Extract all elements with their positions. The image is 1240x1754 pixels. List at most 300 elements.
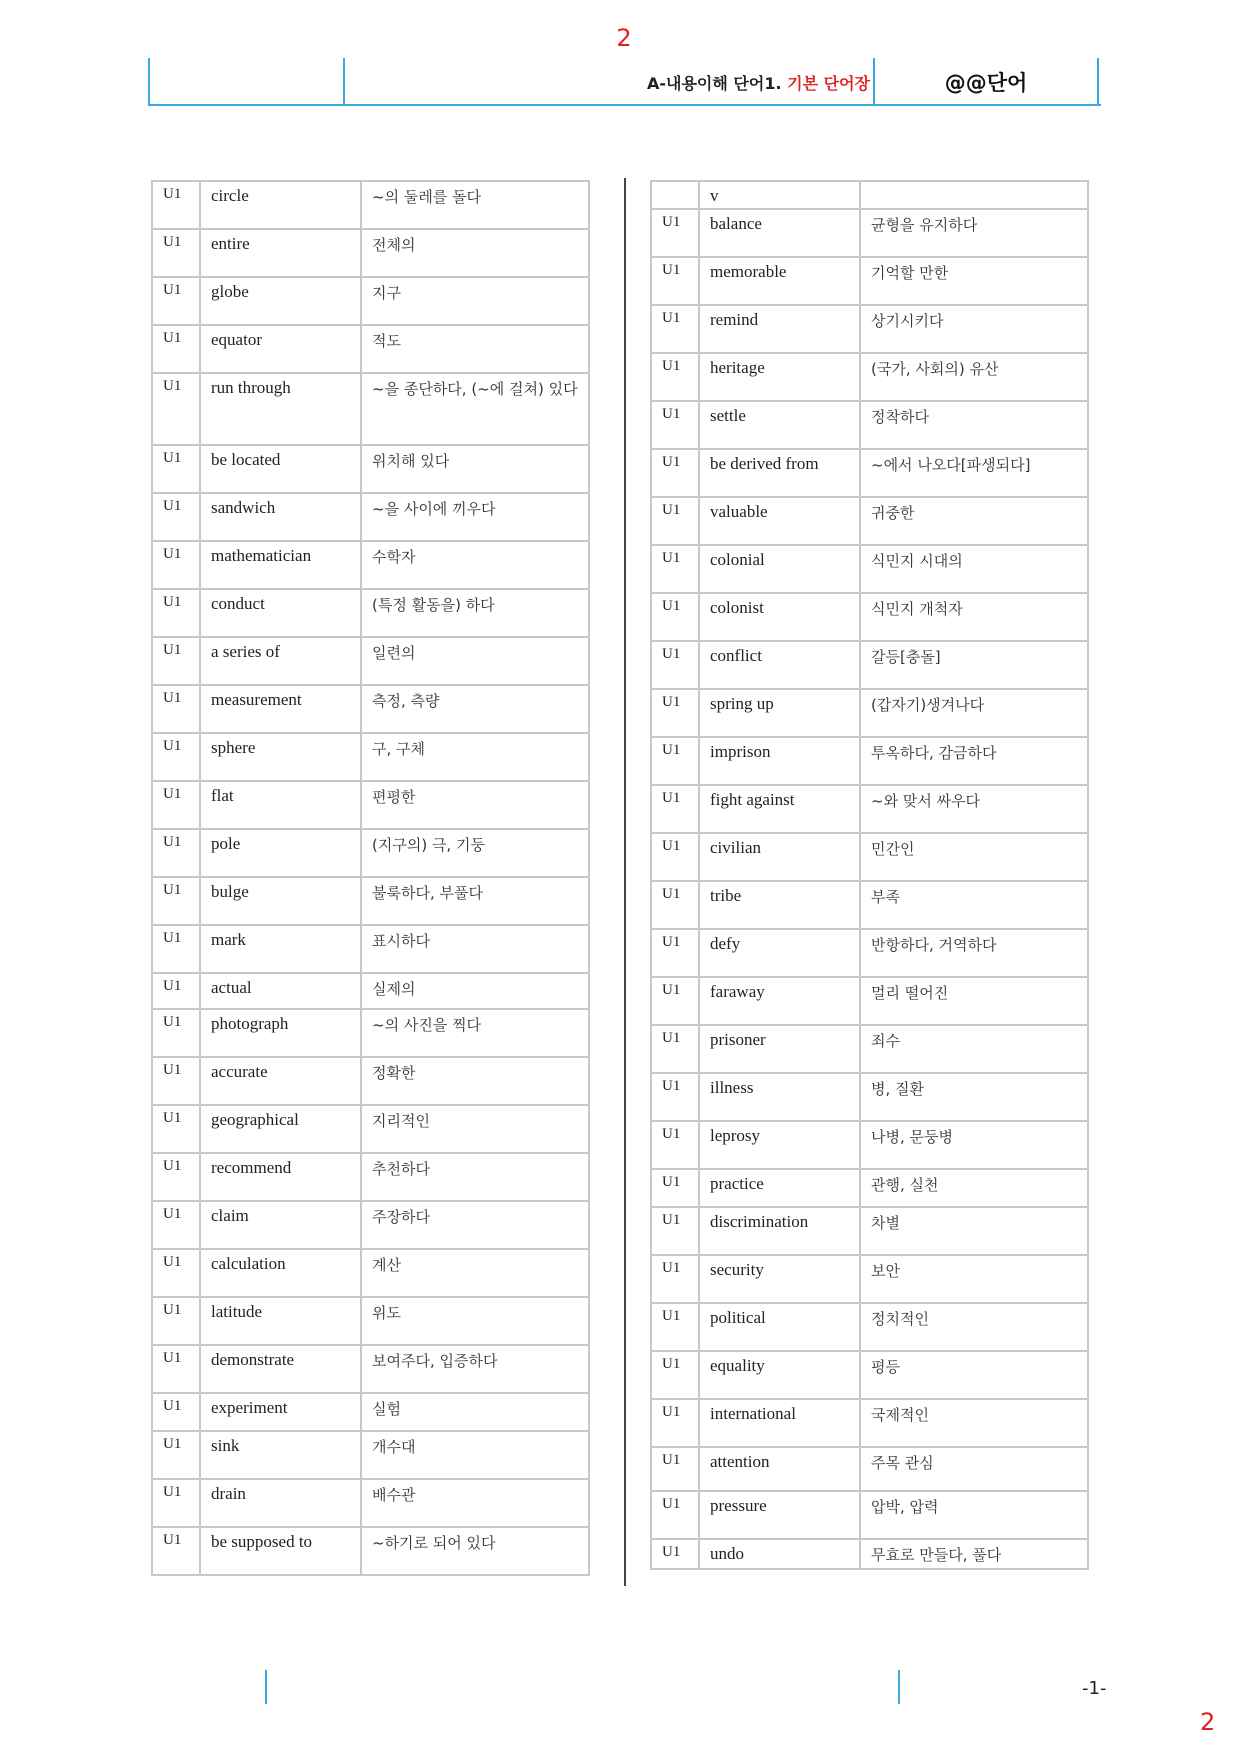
word-cell: [200, 1431, 361, 1479]
word-cell-text: conduct: [211, 594, 265, 613]
meaning-cell-text: (국가, 사회의) 유산: [871, 360, 999, 378]
unit-cell-text: U1: [163, 690, 182, 706]
header-divider-left: [148, 58, 150, 104]
meaning-cell-text: ~의 사진을 찍다: [372, 1016, 482, 1034]
meaning-cell: [860, 181, 1088, 209]
unit-cell-text: U1: [163, 450, 182, 466]
vocab-row: [152, 277, 589, 325]
word-cell: [699, 689, 860, 737]
word-cell-text: attention: [710, 1452, 770, 1471]
meaning-cell-text: 식민지 개척자: [871, 600, 963, 618]
meaning-cell-text: 배수관: [372, 1486, 416, 1504]
meaning-cell: [361, 1393, 589, 1431]
vocab-row: [651, 449, 1088, 497]
meaning-cell-text: 무효로 만들다, 풀다: [871, 1546, 1002, 1564]
unit-cell-text: U1: [662, 886, 681, 902]
word-cell: [699, 1491, 860, 1539]
unit-cell: [152, 1345, 200, 1393]
unit-cell-text: U1: [163, 1398, 182, 1414]
word-cell-text: settle: [710, 406, 746, 425]
word-cell-text: remind: [710, 310, 759, 329]
unit-cell-text: U1: [163, 1484, 182, 1500]
word-cell-text: bulge: [211, 882, 249, 901]
unit-cell: [651, 977, 699, 1025]
meaning-cell: [860, 737, 1088, 785]
unit-cell-text: U1: [163, 786, 182, 802]
unit-cell-text: U1: [163, 546, 182, 562]
word-cell: [200, 877, 361, 925]
word-cell: [200, 1527, 361, 1575]
word-cell: [200, 1297, 361, 1345]
word-cell: [699, 1121, 860, 1169]
unit-cell-text: U1: [662, 646, 681, 662]
word-cell-text: colonist: [710, 598, 764, 617]
meaning-cell-text: 주목 관심: [871, 1454, 934, 1472]
vocab-row: [651, 353, 1088, 401]
vocab-row: [651, 305, 1088, 353]
word-cell-text: run through: [211, 378, 291, 397]
word-cell: [200, 1153, 361, 1201]
word-cell: [699, 641, 860, 689]
unit-cell: [152, 1105, 200, 1153]
unit-cell: [152, 877, 200, 925]
meaning-cell-text: 식민지 시대의: [871, 552, 963, 570]
word-cell: [200, 541, 361, 589]
word-cell: [699, 977, 860, 1025]
meaning-cell-text: 갈등[충돌]: [871, 648, 941, 666]
meaning-cell: [860, 833, 1088, 881]
meaning-cell-text: 실험: [372, 1400, 401, 1418]
meaning-cell-text: 실제의: [372, 980, 416, 998]
meaning-cell: [361, 685, 589, 733]
unit-cell-text: U1: [662, 982, 681, 998]
word-cell: [200, 277, 361, 325]
vocab-row: [152, 493, 589, 541]
word-cell: [200, 637, 361, 685]
unit-cell: [651, 401, 699, 449]
vocab-row: [651, 1169, 1088, 1207]
meaning-cell: [361, 277, 589, 325]
vocab-row: [651, 209, 1088, 257]
meaning-cell-text: 나병, 문둥병: [871, 1128, 953, 1146]
unit-cell: [152, 1153, 200, 1201]
meaning-cell-text: 정확한: [372, 1064, 416, 1082]
unit-cell-text: U1: [163, 1302, 182, 1318]
word-cell-text: security: [710, 1260, 764, 1279]
meaning-cell: [860, 1073, 1088, 1121]
meaning-cell: [860, 1025, 1088, 1073]
word-cell-text: spring up: [710, 694, 774, 713]
unit-cell: [651, 209, 699, 257]
word-cell-text: leprosy: [710, 1126, 761, 1145]
unit-cell: [152, 1297, 200, 1345]
meaning-cell-text: 반항하다, 거역하다: [871, 936, 997, 954]
word-cell-text: globe: [211, 282, 249, 301]
meaning-cell-text: ~의 둘레를 돌다: [372, 188, 482, 206]
unit-cell-text: U1: [163, 234, 182, 250]
vocab-row: [152, 1345, 589, 1393]
unit-cell-text: U1: [662, 454, 681, 470]
meaning-cell-text: 지구: [372, 284, 401, 302]
word-cell: [699, 881, 860, 929]
word-cell: [699, 209, 860, 257]
column-divider: [624, 178, 626, 1586]
word-cell: [200, 1201, 361, 1249]
meaning-cell: [860, 1447, 1088, 1491]
meaning-cell: [361, 637, 589, 685]
word-cell: [699, 545, 860, 593]
meaning-cell-text: 적도: [372, 332, 401, 350]
document-header: [148, 58, 1101, 106]
meaning-cell: [860, 401, 1088, 449]
unit-cell-text: U1: [662, 1308, 681, 1324]
unit-cell-text: U1: [163, 498, 182, 514]
vocab-table-left: [151, 180, 590, 1576]
word-cell: [200, 1009, 361, 1057]
unit-cell: [651, 881, 699, 929]
word-cell: [699, 1539, 860, 1569]
word-cell-text: pole: [211, 834, 241, 853]
meaning-cell-text: [871, 184, 1077, 186]
word-cell: [200, 733, 361, 781]
vocab-row: [152, 925, 589, 973]
word-cell: [699, 257, 860, 305]
meaning-cell: [361, 1249, 589, 1297]
word-cell-text: demonstrate: [211, 1350, 295, 1369]
meaning-cell: [860, 641, 1088, 689]
word-cell-text: be derived from: [710, 454, 819, 473]
meaning-cell-text: 평등: [871, 1358, 900, 1376]
unit-cell: [651, 1073, 699, 1121]
meaning-cell: [860, 977, 1088, 1025]
unit-cell: [651, 1399, 699, 1447]
vocab-row: [651, 401, 1088, 449]
vocab-row: [651, 833, 1088, 881]
word-cell-text: prisoner: [710, 1030, 766, 1049]
word-cell-text: photograph: [211, 1014, 289, 1033]
word-cell: [200, 1345, 361, 1393]
meaning-cell: [860, 1207, 1088, 1255]
word-cell-text: valuable: [710, 502, 768, 521]
word-cell: [699, 1255, 860, 1303]
unit-cell: [152, 373, 200, 445]
unit-cell: [651, 737, 699, 785]
vocab-row: [651, 1207, 1088, 1255]
unit-cell-text: U1: [662, 1496, 681, 1512]
unit-cell: [152, 277, 200, 325]
unit-cell: [152, 1057, 200, 1105]
word-cell: [699, 1399, 860, 1447]
meaning-cell: [361, 1153, 589, 1201]
unit-cell: [651, 689, 699, 737]
word-cell-text: imprison: [710, 742, 771, 761]
meaning-cell: [860, 929, 1088, 977]
word-cell-text: political: [710, 1308, 766, 1327]
vocab-row: [152, 1527, 589, 1575]
meaning-cell-text: (지구의) 극, 기둥: [372, 836, 485, 854]
vocab-row: [651, 737, 1088, 785]
meaning-cell: [860, 257, 1088, 305]
unit-cell: [152, 1527, 200, 1575]
vocab-row: [152, 229, 589, 277]
word-cell-text: flat: [211, 786, 234, 805]
unit-cell: [651, 593, 699, 641]
unit-cell: [152, 829, 200, 877]
unit-cell-text: U1: [662, 934, 681, 950]
word-cell-text: mathematician: [211, 546, 312, 565]
unit-cell: [152, 637, 200, 685]
meaning-cell: [361, 1297, 589, 1345]
word-cell: [699, 1351, 860, 1399]
meaning-cell: [361, 1527, 589, 1575]
meaning-cell-text: 계산: [372, 1256, 401, 1274]
unit-cell-text: U1: [662, 502, 681, 518]
word-cell: [699, 1207, 860, 1255]
word-cell-text: calculation: [211, 1254, 286, 1273]
word-cell-text: be located: [211, 450, 281, 469]
meaning-cell-text: ~을 종단하다, (~에 걸쳐) 있다: [372, 380, 578, 398]
meaning-cell: [361, 973, 589, 1009]
unit-cell: [152, 1431, 200, 1479]
word-cell-text: pressure: [710, 1496, 767, 1515]
word-cell-text: colonial: [710, 550, 765, 569]
unit-cell: [651, 181, 699, 209]
unit-cell: [651, 1169, 699, 1207]
meaning-cell: [860, 449, 1088, 497]
vocab-row: [152, 373, 589, 445]
word-cell-text: experiment: [211, 1398, 288, 1417]
unit-cell-text: U1: [163, 642, 182, 658]
meaning-cell: [361, 877, 589, 925]
word-cell-text: sink: [211, 1436, 240, 1455]
word-cell: [200, 493, 361, 541]
unit-cell: [651, 353, 699, 401]
meaning-cell: [361, 1431, 589, 1479]
meaning-cell: [361, 493, 589, 541]
header-title-main: A-내용이해 단어1.: [647, 74, 782, 93]
meaning-cell: [361, 445, 589, 493]
unit-cell-text: U1: [662, 838, 681, 854]
unit-cell: [651, 1491, 699, 1539]
meaning-cell-text: 표시하다: [372, 932, 430, 950]
unit-cell-text: U1: [163, 978, 182, 994]
word-cell-text: fight against: [710, 790, 795, 809]
unit-cell-text: U1: [662, 1356, 681, 1372]
unit-cell-text: U1: [662, 742, 681, 758]
meaning-cell-text: ~에서 나오다[파생되다]: [871, 456, 1031, 474]
meaning-cell: [361, 1009, 589, 1057]
meaning-cell: [361, 181, 589, 229]
word-cell-text: discrimination: [710, 1212, 809, 1231]
unit-cell: [152, 325, 200, 373]
meaning-cell-text: (특정 활동을) 하다: [372, 596, 495, 614]
unit-cell-text: U1: [662, 1404, 681, 1420]
word-cell: [699, 181, 860, 209]
vocab-row: [152, 973, 589, 1009]
meaning-cell-text: 지리적인: [372, 1112, 430, 1130]
header-divider-right: [1097, 58, 1099, 104]
unit-cell: [152, 1009, 200, 1057]
unit-cell: [152, 1393, 200, 1431]
unit-cell-text: U1: [163, 186, 182, 202]
unit-cell-text: U1: [163, 1158, 182, 1174]
meaning-cell: [860, 1539, 1088, 1569]
unit-cell-text: U1: [662, 358, 681, 374]
word-cell-text: faraway: [710, 982, 765, 1001]
vocab-row: [152, 181, 589, 229]
meaning-cell: [860, 545, 1088, 593]
unit-cell-text: U1: [163, 834, 182, 850]
vocab-row: [152, 1479, 589, 1527]
unit-cell-text: U1: [662, 790, 681, 806]
meaning-cell-text: 부족: [871, 888, 900, 906]
meaning-cell-text: ~하기로 되어 있다: [372, 1534, 496, 1552]
meaning-cell-text: (갑자기)생겨나다: [871, 696, 985, 714]
vocab-row: [152, 1201, 589, 1249]
unit-cell-text: U1: [662, 1174, 681, 1190]
unit-cell: [651, 1303, 699, 1351]
vocab-row: [152, 1009, 589, 1057]
meaning-cell-text: 구, 구체: [372, 740, 426, 758]
meaning-cell-text: 보여주다, 입증하다: [372, 1352, 498, 1370]
unit-cell: [651, 1539, 699, 1569]
unit-cell-text: U1: [662, 1030, 681, 1046]
unit-cell: [651, 641, 699, 689]
unit-cell-text: U1: [163, 1532, 182, 1548]
meaning-cell-text: 귀중한: [871, 504, 915, 522]
vocab-row: [651, 1399, 1088, 1447]
word-cell-text: tribe: [710, 886, 742, 905]
word-cell: [200, 325, 361, 373]
unit-cell-text: U1: [662, 598, 681, 614]
unit-cell-text: U1: [163, 1436, 182, 1452]
page-number: -1-: [1082, 1678, 1107, 1699]
unit-cell-text: U1: [163, 378, 182, 394]
meaning-cell: [361, 829, 589, 877]
meaning-cell: [361, 925, 589, 973]
header-divider-1: [343, 58, 345, 104]
meaning-cell-text: 죄수: [871, 1032, 900, 1050]
unit-cell-text: U1: [662, 310, 681, 326]
word-cell-text: circle: [211, 186, 249, 205]
vocab-row: [651, 785, 1088, 833]
unit-cell-text: U1: [163, 330, 182, 346]
header-right-label: @@단어: [944, 71, 1028, 95]
vocab-row: [152, 685, 589, 733]
meaning-cell-text: 추천하다: [372, 1160, 430, 1178]
unit-cell: [651, 497, 699, 545]
vocab-row: [152, 1393, 589, 1431]
meaning-cell: [860, 1121, 1088, 1169]
meaning-cell: [361, 1105, 589, 1153]
meaning-cell: [860, 689, 1088, 737]
vocab-row: [152, 325, 589, 373]
unit-cell: [651, 449, 699, 497]
word-cell-text: international: [710, 1404, 796, 1423]
unit-cell-text: U1: [662, 262, 681, 278]
vocab-row: [152, 1105, 589, 1153]
word-cell-text: entire: [211, 234, 250, 253]
vocab-row: [152, 589, 589, 637]
word-cell-text: illness: [710, 1078, 754, 1097]
meaning-cell: [361, 733, 589, 781]
meaning-cell-text: ~와 맞서 싸우다: [871, 792, 981, 810]
word-cell: [200, 229, 361, 277]
meaning-cell-text: 측정, 측량: [372, 692, 440, 710]
vocab-row: [152, 1057, 589, 1105]
vocab-row: [152, 637, 589, 685]
word-cell: [200, 1479, 361, 1527]
word-cell-text: v: [710, 186, 719, 205]
meaning-cell: [860, 785, 1088, 833]
vocab-row: [651, 881, 1088, 929]
word-cell-text: actual: [211, 978, 252, 997]
meaning-cell: [860, 1351, 1088, 1399]
vocab-row: [152, 733, 589, 781]
meaning-cell: [860, 881, 1088, 929]
vocab-row: [152, 829, 589, 877]
word-cell: [200, 685, 361, 733]
vocab-row: [152, 781, 589, 829]
unit-cell-text: U1: [662, 1212, 681, 1228]
vocab-row: [152, 1297, 589, 1345]
meaning-cell: [361, 781, 589, 829]
vocab-row: [152, 1431, 589, 1479]
unit-cell-text: U1: [662, 694, 681, 710]
meaning-cell-text: 멀리 떨어진: [871, 984, 949, 1002]
meaning-cell-text: 차별: [871, 1214, 900, 1232]
top-page-marker: 2: [616, 24, 632, 52]
meaning-cell-text: 균형을 유지하다: [871, 216, 978, 234]
word-cell: [699, 353, 860, 401]
word-cell: [200, 829, 361, 877]
unit-cell: [651, 1207, 699, 1255]
meaning-cell-text: 위치해 있다: [372, 452, 450, 470]
unit-cell-text: U1: [163, 1350, 182, 1366]
meaning-cell: [361, 325, 589, 373]
meaning-cell-text: 정착하다: [871, 408, 929, 426]
meaning-cell-text: 정치적인: [871, 1310, 929, 1328]
unit-cell-text: U1: [662, 1260, 681, 1276]
unit-cell-text: U1: [662, 1126, 681, 1142]
meaning-cell: [860, 1255, 1088, 1303]
word-cell: [699, 1303, 860, 1351]
unit-cell-text: U1: [163, 1206, 182, 1222]
word-cell-text: accurate: [211, 1062, 268, 1081]
vocab-row: [651, 497, 1088, 545]
meaning-cell: [860, 1399, 1088, 1447]
word-cell-text: mark: [211, 930, 246, 949]
word-cell: [200, 973, 361, 1009]
unit-cell: [152, 541, 200, 589]
unit-cell: [651, 1255, 699, 1303]
meaning-cell: [860, 353, 1088, 401]
meaning-cell: [361, 229, 589, 277]
word-cell: [699, 929, 860, 977]
word-cell-text: memorable: [710, 262, 787, 281]
vocab-row: [152, 877, 589, 925]
vocab-row: [651, 641, 1088, 689]
meaning-cell: [361, 589, 589, 637]
vocab-row: [651, 545, 1088, 593]
unit-cell: [152, 589, 200, 637]
word-cell-text: civilian: [710, 838, 761, 857]
vocab-row: [651, 689, 1088, 737]
unit-cell-text: U1: [662, 1452, 681, 1468]
word-cell: [200, 589, 361, 637]
meaning-cell-text: 압박, 압력: [871, 1498, 939, 1516]
unit-cell: [152, 925, 200, 973]
